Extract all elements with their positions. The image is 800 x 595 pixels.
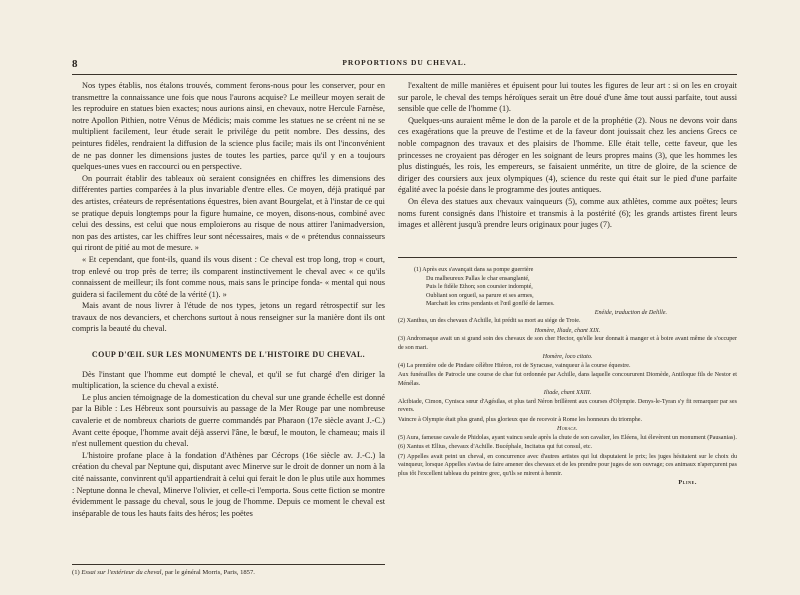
paragraph: L'histoire profane place à la fondation d'Athènes par Cécrops (16e siècle av. J.-C.) la création du cheval par Neptune qui, disputant avec Minerve sur le droit de donner un nom à la cité naissante, convinrent qu'il appartiendrait à celui qui ferait le don le plus utile aux hommes : Neptune donna le cheval, Minerve l'olivier, et celle-ci l'emporta. Sous cette fiction se montre évidemment le passage du cheval, sous le joug de l'homme. Depuis ce moment le cheval est inséparable de tous les hauts faits des héros; les poëtes <box>72 450 385 518</box>
note-4c: Alcibiade, Cimon, Cynisca sœur d'Agésilas, et plus tard Néron brillèrent aux courses d'Olympie. Denys-le-Tyran s'y fit remarquer par ses revers. <box>398 398 737 413</box>
note-6: (6) Xantus et Ellius, chevaux d'Achille. Bucéphale, Incitatus qui fut consul, etc. <box>398 444 593 450</box>
poem-line: (1) Après eux s'avançait dans sa pompe guerrière <box>414 267 534 273</box>
note-4b: Aux funérailles de Patrocle une course de char fut ordonnée par Achille, dans laquelle concoururent Diomède, Antiloque fils de Nestor et Ménélas. <box>398 372 737 387</box>
paragraph: Nos types établis, nos étalons trouvés, comment ferons-nous pour les conserver, pour en transmettre la connaissance une fois que nous l'aurons acquise? Le meilleur moyen serait de les reproduire en statues bien exactes; nous aurions ainsi, en chevaux, notre Hercule Farnèse, notre Apollon Pithien, notre Vénus de Médicis; mais comme les statues ne se créent ni ne se multiplient facilement, leur étude serait le privilége du petit nombre. Des dessins, des peintures fidèles, rendraient la diffusion de la science plus facile; mais ils ont l'inconvénient de ne pas donner les dimensions justes de toutes les parties, parce qu'il y en a toujours quelques-unes vues en raccourci ou en perspective. <box>72 81 385 172</box>
note-attribution: Iliade, chant XXIII. <box>543 390 592 396</box>
left-footnote <box>72 564 385 577</box>
running-title: PROPORTIONS DU CHEVAL. <box>342 58 467 67</box>
note-7: (7) Appelles avait peint un cheval, en concurrence avec d'autres artistes qui lui disputaient le prix; les juges hésitaient sur le choix du vainqueur, lorsque Appelles s'avisa de faire amener des chevaux et de les prendre pour juges de son ouvrage; ces animaux n'aperçurent pas plus tôt l'excellent tableau du peintre grec, qu'ils se mirent à hennir. <box>398 453 737 477</box>
paragraph: Quelques-uns auraient même le don de la parole et de la prophétie (2). Nous ne devons voir dans ces exagérations que la preuve de l'estime et de la faveur dont jouissait chez les anciens Grecs ce noble compagnon des travaux et des plaisirs de l'homme. Elle était telle, cette faveur, que les princesses ne croyaient pas déroger en les soignant de leurs propres mains (3), que les hommes les plus distingués, les rois, les empereurs, se faisaient unmérite, un titre de gloire, de la science de diriger des coursiers aux jeux olympiques (4), science du reste qui était sur le pied d'une parfaite égalité avec la poésie dans le programme des joutes antiques. <box>398 115 737 195</box>
footnote-ref: (1) <box>72 569 80 576</box>
header-rule <box>72 74 737 75</box>
paragraph: « Et cependant, que font-ils, quand ils vous disent : Ce cheval est trop long, trop « court, trop enlevé ou trop près de terre; ils comparent instinctivement le cheval avec « ce qu'ils connaissent de meilleur; ils font comme nous, mais sans le principe fonda- « mental qui nous guidera si facilement du côté de la vérité (1). » <box>72 254 385 299</box>
paragraph: l'exaltent de mille manières et épuisent pour lui toutes les figures de leur art : si on les en croyait sur parole, le cheval des temps héroïques serait un être doué d'une âme tout aussi parfaite, tout aussi sensible que celle de l'homme (1). <box>398 81 737 114</box>
note-attribution: Homère, loco citato. <box>542 354 593 360</box>
note-attribution: Pline. <box>678 480 697 486</box>
page-header <box>72 58 737 72</box>
right-column <box>398 80 737 231</box>
poem-line: Puis le fidèle Ethon; son coursier indompté, <box>426 284 533 290</box>
poem-line: Marchait les crins pendants et l'œil gonflé de larmes. <box>426 301 555 307</box>
note-1-poem <box>398 266 737 309</box>
paragraph: Le plus ancien témoignage de la domestication du cheval sur une grande échelle est donné par la Bible : Les Hébreux sont poursuivis au passage de la Mer Rouge par une nombreuse cavalerie et de nombreux chariots de guerre commandés par Pharaon (17e siècle avant J.-C.) Avant cette époque, l'homme avait déjà asservi l'âne, le bœuf, le mouton, le chameau; mais il n'est nullement question du cheval. <box>72 392 385 449</box>
paragraph: On pourrait établir des tableaux où seraient consignées en chiffres les dimensions des différentes parties comparées à la plus invariable d'entre elles. Ce moyen, déjà pratiqué par des artistes, créateurs de représentations équestres, bien avant Bourgelat, et à l'instar de ce qui se pratique depuis longtemps pour la figure humaine, ce moyen, disons-nous, combiné avec celui des dessins, est celui que nous emploierons au risque de nous attirer l'animadversion, non pas des artistes, car les chiffres leur sont nécessaires, mais « de « prétendus connaisseurs qui riront de pitié au mot de mesure. » <box>72 173 385 253</box>
poem-line: Oubliant son orgueil, sa parure et ses armes, <box>426 292 534 299</box>
paragraph: Dès l'instant que l'homme eut dompté le cheval, et qu'il se fut chargé d'en diriger la multiplication, la science du cheval a existé. <box>72 369 385 391</box>
note-attribution: Horace. <box>557 426 578 432</box>
paragraph: On éleva des statues aux chevaux vainqueurs (5), comme aux athlètes, comme aux poëtes; leurs noms furent consignés dans l'histoire et transmis à la postérité (6); les grands artistes firent leurs images et allèrent jusqu'à prendre leurs originaux pour juges (7). <box>398 196 737 230</box>
paragraph: Mais avant de nous livrer à l'étude de nos types, jetons un regard rétrospectif sur les travaux de nos devanciers, et cherchons surtout à nous renseigner sur la manière dont ils ont compris la beauté du cheval. <box>72 301 385 334</box>
note-5: (5) Aura, fameuse cavale de Phidolas, ayant vaincu seule après la chute de son cavalier, les Eléens, lui élevèrent un monument (Pausanias). <box>398 434 737 441</box>
page-number: 8 <box>72 58 78 70</box>
note-4d: Vaincre à Olympie était plus grand, plus glorieux que de recevoir à Rome les honneurs du triomphe. <box>398 416 643 423</box>
poem-line: Du malheureux Pallas le char ensanglanté, <box>426 275 530 282</box>
note-attribution: Enéide, traduction de Delille. <box>594 309 667 316</box>
note-4a: (4) La première ode de Pindare célèbre Hiéron, roi de Syracuse, vainqueur à la course équestre. <box>398 362 631 369</box>
left-column <box>72 80 385 519</box>
section-title: COUP D'ŒIL SUR LES MONUMENTS DE L'HISTOIRE DU CHEVAL. <box>91 350 366 360</box>
notes-rule <box>398 257 737 258</box>
footnotes-block <box>398 266 737 488</box>
footnote-title: Essai sur l'extérieur du cheval, <box>81 569 164 576</box>
note-attribution: Homère, Iliade, chant XIX. <box>534 327 601 334</box>
note-3: (3) Andromaque avait un si grand soin des chevaux de son cher Hector, qu'elle leur donnait à manger et à boire avant même de s'occuper de son mari. <box>398 336 737 351</box>
footnote-text: par le général Morris, Paris, 1857. <box>164 569 255 576</box>
note-2: (2) Xanthus, un des chevaux d'Achille, lui prédit sa mort au siége de Troie. <box>398 318 581 324</box>
